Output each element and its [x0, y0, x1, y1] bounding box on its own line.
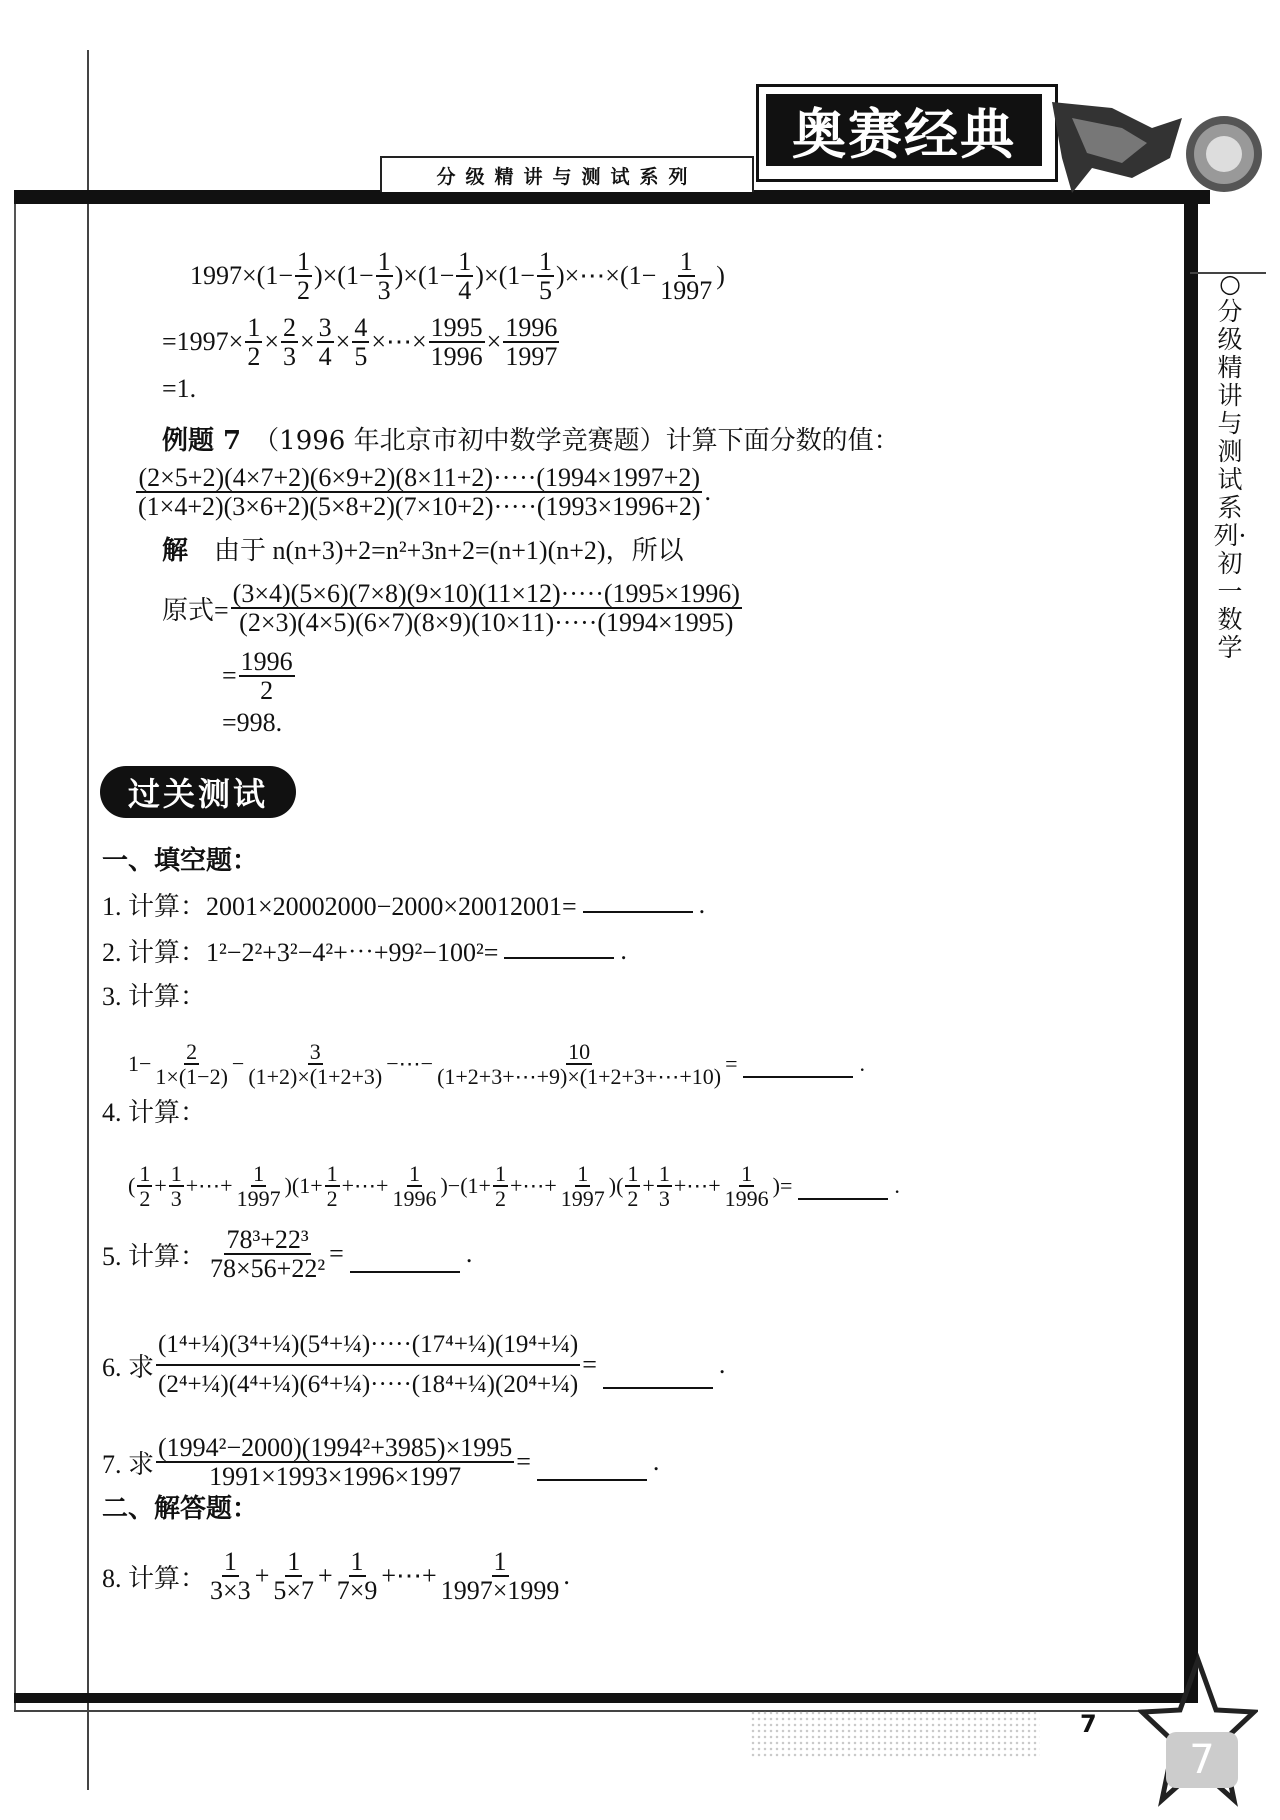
denominator: 1991×1993×1996×1997 [209, 1462, 462, 1492]
denominator: 3 [377, 276, 391, 306]
question-label: 5. 计算： [102, 1241, 207, 1271]
section-fill-blank: 一、填空题： [102, 846, 259, 876]
fraction [231, 580, 742, 637]
denominator: 2 [494, 1186, 506, 1212]
text: − [231, 1051, 245, 1077]
fraction [537, 248, 554, 305]
fraction [235, 1162, 283, 1210]
denominator: (2⁴+¼)(4⁴+¼)(6⁴+¼)·····(18⁴+¼)(20⁴+¼) [158, 1371, 579, 1399]
denominator: (1+2+3+⋯+9)×(1+2+3+⋯+10) [437, 1064, 722, 1090]
text: + [642, 1173, 655, 1199]
text: × [486, 327, 502, 357]
numerator: (1994²−2000)(1994²+3985)×1995 [158, 1433, 513, 1462]
numerator: 1 [408, 1161, 420, 1186]
fraction [390, 1162, 438, 1210]
period: . [620, 935, 627, 965]
period: . [465, 1239, 473, 1269]
text: +⋯+ [509, 1173, 557, 1199]
fraction [208, 1548, 253, 1605]
answer-blank [350, 1267, 460, 1273]
numerator: 1 [679, 247, 693, 276]
question-label: 6. 求 [102, 1352, 155, 1382]
denominator: 5 [538, 276, 552, 306]
numerator: 2 [186, 1039, 198, 1064]
fraction [435, 1040, 723, 1088]
corner-page-badge: 7 [1166, 1732, 1238, 1788]
denominator: 2 [139, 1186, 151, 1212]
answer-blank [583, 907, 693, 913]
denominator: 4 [318, 342, 332, 372]
series-label: 分级精讲与测试系列 [380, 156, 754, 192]
numerator: 1 [223, 1547, 237, 1576]
fraction [281, 314, 298, 371]
answer-blank [504, 953, 614, 959]
numerator: 1 [170, 1161, 182, 1186]
text: )(1+ [284, 1173, 323, 1199]
halftone-dots [750, 1710, 1040, 1758]
text: 1− [128, 1051, 152, 1077]
side-series-title: ○分级精讲与测试系列·初一数学 [1213, 269, 1247, 662]
fraction [246, 1040, 384, 1088]
solution-heading [162, 530, 684, 567]
result-line: =998. [222, 708, 283, 737]
question-8 [102, 1548, 570, 1605]
denominator: 2 [326, 1186, 338, 1212]
numerator: 1 [287, 1547, 301, 1576]
answer-blank [537, 1475, 647, 1481]
fraction [456, 248, 473, 305]
text: × [264, 327, 279, 357]
fraction [352, 314, 369, 371]
fraction [493, 1162, 508, 1210]
fraction [295, 248, 312, 305]
numerator: 1 [494, 1161, 506, 1186]
numerator: 1996 [240, 647, 293, 676]
denominator: 5×7 [273, 1576, 315, 1606]
denominator: 1997 [505, 342, 558, 372]
fraction [376, 248, 393, 305]
question-3-label: 3. 计算： [102, 982, 207, 1011]
period: . [718, 1350, 726, 1380]
question-label: 7. 求 [102, 1449, 155, 1479]
fraction [335, 1548, 380, 1605]
text: = [516, 1447, 531, 1477]
fraction [657, 1162, 672, 1210]
denominator: 1×(1−2) [155, 1064, 228, 1090]
numerator: 1 [493, 1547, 507, 1576]
fraction [137, 1162, 152, 1210]
denominator: 3 [283, 342, 296, 372]
numerator: 2 [283, 313, 296, 342]
text: = [222, 661, 237, 691]
right-border-bar [1184, 190, 1198, 1700]
question-6 [102, 1332, 725, 1399]
fraction [317, 314, 334, 371]
numerator: 1 [741, 1161, 753, 1186]
text: +⋯+ [341, 1173, 389, 1199]
fraction [239, 648, 295, 705]
fraction [271, 1548, 316, 1605]
numerator: 1 [139, 1161, 151, 1186]
denominator: 5 [354, 342, 368, 372]
text: )×⋯×(1− [555, 261, 657, 291]
text: ) [716, 261, 725, 291]
denominator: 2 [296, 276, 310, 306]
text: +⋯+ [673, 1173, 721, 1199]
period: . [894, 1173, 900, 1199]
text: × [335, 327, 351, 357]
numerator: 1 [296, 247, 310, 276]
text: )×(1− [313, 261, 374, 291]
brand-title: 奥赛经典 [766, 94, 1042, 166]
question-4-expression [128, 1162, 900, 1210]
solution-line-2 [162, 314, 561, 371]
answer-blank [798, 1194, 888, 1200]
denominator: 1996 [724, 1186, 769, 1212]
answer-blank [743, 1072, 853, 1078]
text: + [154, 1173, 167, 1199]
result-fraction-line [222, 648, 297, 705]
denominator: 1997 [560, 1186, 605, 1212]
period: . [704, 477, 712, 507]
text: )( [608, 1173, 624, 1199]
medal-icon [1182, 112, 1266, 196]
ribbon-icon [1052, 98, 1192, 198]
numerator: 1 [538, 247, 552, 276]
numerator: 1 [627, 1161, 639, 1186]
text: = [725, 1051, 738, 1077]
denominator: 78×56+22² [210, 1254, 326, 1284]
solution-line-1 [190, 248, 725, 305]
text: = [329, 1239, 344, 1269]
numerator: 3 [318, 313, 332, 342]
text: )×(1− [394, 261, 455, 291]
fraction [559, 1162, 607, 1210]
question-2 [102, 932, 627, 969]
period: . [563, 1561, 570, 1591]
solution-label: 解 [162, 536, 189, 566]
fraction [156, 1332, 580, 1399]
example-label: 例题 7 [162, 426, 242, 456]
question-5 [102, 1226, 472, 1283]
fraction [169, 1162, 184, 1210]
text: )−(1+ [440, 1173, 491, 1199]
fraction [245, 314, 262, 371]
denominator: 1997×1999 [440, 1576, 560, 1606]
fraction [325, 1162, 340, 1210]
text: =1997× [162, 327, 244, 357]
text: = [582, 1350, 597, 1380]
fraction [625, 1162, 640, 1210]
text: 1997×(1− [190, 261, 293, 291]
text: +⋯+ [185, 1173, 233, 1199]
numerator: 1 [377, 247, 391, 276]
numerator: 1 [458, 247, 472, 276]
original-expression [162, 580, 744, 637]
period: . [652, 1447, 660, 1477]
numerator: 1 [577, 1161, 589, 1186]
numerator: 10 [568, 1039, 591, 1064]
numerator: 1996 [505, 313, 558, 342]
fraction [723, 1162, 771, 1210]
denominator: 2 [260, 676, 274, 706]
numerator: (1⁴+¼)(3⁴+¼)(5⁴+¼)·····(17⁴+¼)(19⁴+¼) [156, 1332, 580, 1366]
numerator: 4 [354, 313, 368, 342]
text: )×(1− [475, 261, 535, 291]
denominator: 1996 [392, 1186, 437, 1212]
denominator: 1996 [430, 342, 483, 372]
solution-line-3: =1. [162, 374, 197, 403]
numerator: (3×4)(5×6)(7×8)(9×10)(11×12)·····(1995×1996) [232, 579, 740, 608]
denominator: 1997 [236, 1186, 281, 1212]
question-7 [102, 1434, 659, 1491]
denominator: (1+2)×(1+2+3) [248, 1064, 383, 1090]
bottom-border-bar [14, 1693, 1198, 1703]
denominator: 3 [170, 1186, 182, 1212]
numerator: 78³+22³ [226, 1225, 309, 1254]
fraction [136, 464, 703, 521]
text: 原式= [162, 595, 229, 625]
section-answer-questions: 二、解答题： [102, 1494, 259, 1524]
question-text: 2. 计算：1²−2²+3²−4²+⋯+99²−100²= [102, 938, 499, 967]
fraction [439, 1548, 562, 1605]
fraction [153, 1040, 229, 1088]
fraction [503, 314, 559, 371]
question-text: 1. 计算：2001×20002000−2000×20012001= [102, 892, 577, 921]
text: + [318, 1561, 333, 1591]
denominator: 2 [627, 1186, 639, 1212]
numerator: 1 [247, 313, 261, 342]
period: . [698, 889, 706, 919]
denominator: 1997 [660, 276, 713, 306]
fraction [658, 248, 714, 305]
denominator: 4 [458, 276, 472, 306]
text: + [254, 1561, 270, 1591]
section-badge: 过关测试 [100, 766, 296, 818]
numerator: 1 [350, 1547, 364, 1576]
text: ×⋯× [371, 327, 427, 357]
text: ( [128, 1173, 136, 1199]
denominator: 3 [658, 1186, 670, 1212]
question-3-expression [128, 1040, 865, 1088]
denominator: 2 [247, 342, 261, 372]
numerator: 3 [309, 1039, 321, 1064]
numerator: 1 [253, 1161, 265, 1186]
question-label: 8. 计算： [102, 1563, 207, 1593]
solution-text: 由于 n(n+3)+2=n²+3n+2=(n+1)(n+2)，所以 [214, 536, 684, 565]
numerator: 1 [326, 1161, 338, 1186]
denominator: (1×4+2)(3×6+2)(5×8+2)(7×10+2)·····(1993×1996+2) [138, 492, 701, 522]
page-number: 7 [1080, 1710, 1097, 1738]
text: +⋯+ [381, 1561, 437, 1591]
denominator: (2×3)(4×5)(6×7)(8×9)(10×11)·····(1994×1995) [239, 608, 734, 638]
example-text: （1996 年北京市初中数学竞赛题）计算下面分数的值： [253, 426, 900, 456]
question-1 [102, 886, 705, 923]
text: )= [772, 1173, 793, 1199]
period: . [859, 1051, 865, 1077]
example7-heading [162, 420, 900, 457]
numerator: 1 [658, 1161, 670, 1186]
fraction [156, 1434, 514, 1491]
example7-expression [134, 464, 711, 521]
text: × [300, 327, 315, 357]
answer-blank [603, 1383, 713, 1389]
text: −⋯− [386, 1051, 434, 1077]
outer-left-rule [87, 50, 89, 1790]
inner-left-line [14, 204, 16, 1710]
numerator: 1995 [430, 313, 483, 342]
denominator: 3×3 [210, 1576, 251, 1606]
question-4-label: 4. 计算： [102, 1098, 207, 1127]
top-border-bar [14, 190, 1210, 204]
fraction [208, 1226, 327, 1283]
denominator: 7×9 [336, 1576, 378, 1606]
fraction [429, 314, 485, 371]
numerator: (2×5+2)(4×7+2)(6×9+2)(8×11+2)·····(1994×1997+2) [138, 463, 701, 492]
